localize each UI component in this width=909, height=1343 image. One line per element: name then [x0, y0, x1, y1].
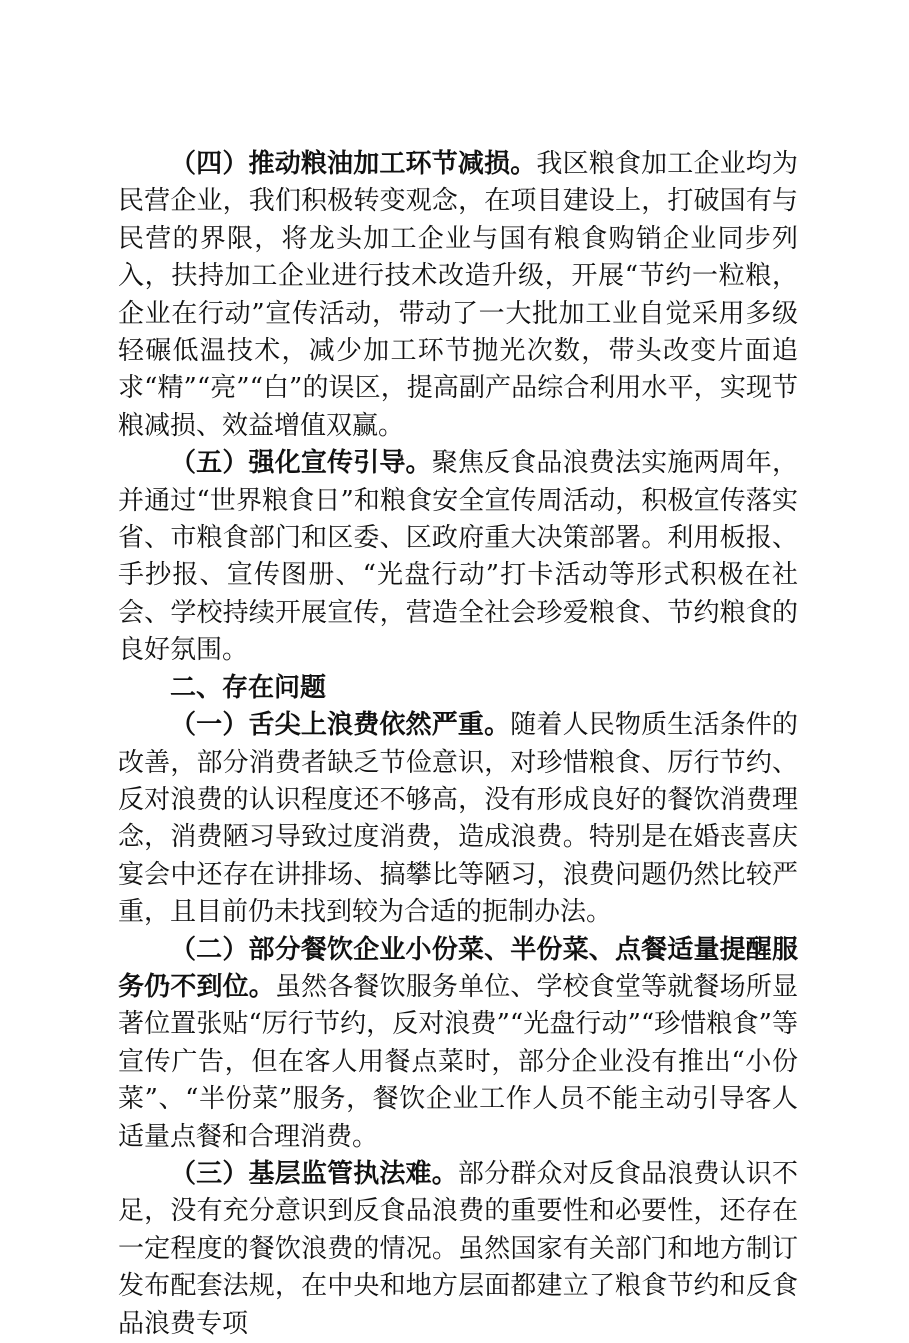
paragraph-lead: （四）推动粮油加工环节减损。: [170, 149, 537, 179]
document-body: [118, 146, 798, 1343]
paragraph-publicity: [118, 445, 798, 669]
paragraph-problem-2: [118, 932, 798, 1156]
paragraph-lead: （三）基层监管执法难。: [170, 1158, 458, 1189]
paragraph-lead: （五）强化宣传引导。: [170, 448, 432, 479]
paragraph-lead: （一）舌尖上浪费依然严重。: [170, 710, 511, 741]
paragraph-problem-1: [118, 707, 798, 931]
paragraph-problem-3: [118, 1156, 798, 1343]
paragraph-text: 我区粮食加工企业均为民营企业，我们积极转变观念，在项目建设上，打破国有与民营的界限，将龙头加工企业与国有粮食购销企业同步列入，扶持加工企业进行技术改造升级，开展“节约一粒粮，企业在行动”宣传活动，带动了一大批加工业自觉采用多级轻碾低温技术，减少加工环节抛光次数，带头改变片面追求“精”“亮”“白”的误区，提高副产品综合利用水平，实现节粮减损、效益增值双赢。: [118, 149, 798, 441]
paragraph-processing-loss: [118, 146, 798, 445]
paragraph-text: 虽然各餐饮服务单位、学校食堂等就餐场所显著位置张贴“厉行节约，反对浪费”“光盘行动”“珍惜粮食”等宣传广告，但在客人用餐点菜时，部分企业没有推出“小份菜”、“半份菜”服务，餐饮企业工作人员不能主动引导客人适量点餐和合理消费。: [118, 971, 798, 1152]
paragraph-text: 聚焦反食品浪费法实施两周年，并通过“世界粮食日”和粮食安全宣传周活动，积极宣传落实省、市粮食部门和区委、区政府重大决策部署。利用板报、手抄报、宣传图册、“光盘行动”打卡活动等形式积极在社会、学校持续开展宣传，营造全社会珍爱粮食、节约粮食的良好氛围。: [118, 448, 798, 666]
paragraph-text: 部分群众对反食品浪费认识不足，没有充分意识到反食品浪费的重要性和必要性，还存在一定程度的餐饮浪费的情况。虽然国家有关部门和地方制订发布配套法规，在中央和地方层面都建立了粮食节约和反食品浪费专项: [118, 1158, 798, 1339]
paragraph-text: 随着人民物质生活条件的改善，部分消费者缺乏节俭意识，对珍惜粮食、厉行节约、反对浪费的认识程度还不够高，没有形成良好的餐饮消费理念，消费陋习导致过度消费，造成浪费。特别是在婚丧喜庆宴会中还存在讲排场、搞攀比等陋习，浪费问题仍然比较严重，且目前仍未找到较为合适的扼制办法。: [118, 710, 798, 928]
paragraph-lead: （二）部分餐饮企业小份菜、半份菜、点餐适量提醒服务仍不到位。: [118, 934, 798, 1002]
section-heading: 二、存在问题: [170, 672, 327, 703]
